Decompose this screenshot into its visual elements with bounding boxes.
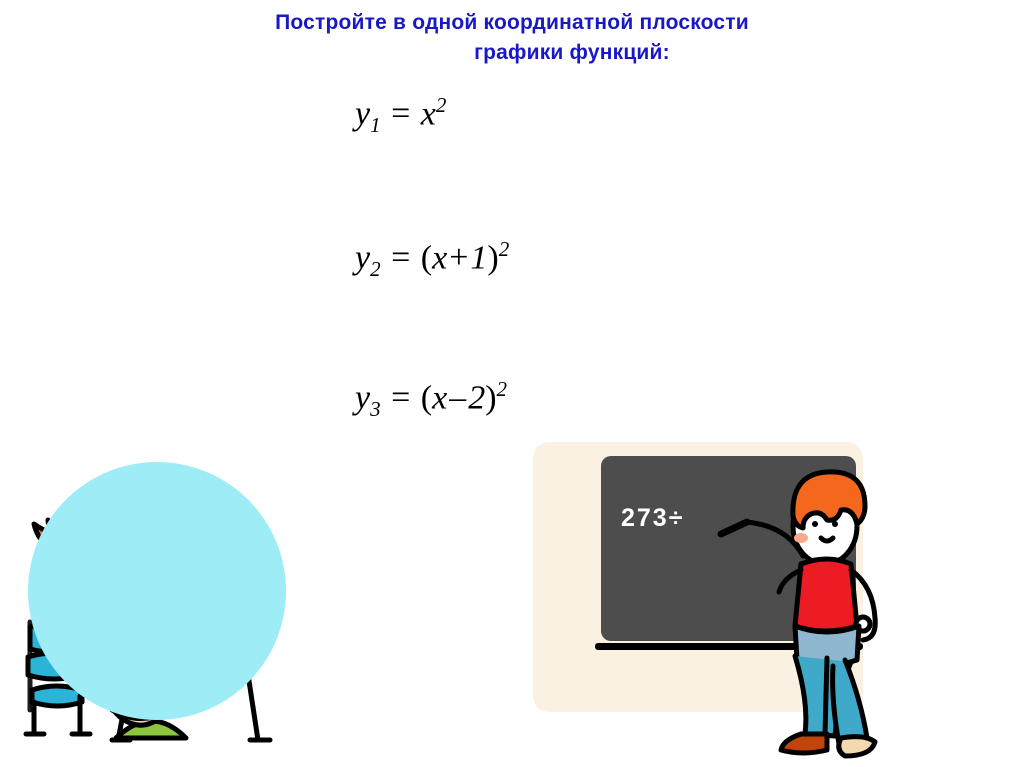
formula-y3-lhs: y — [355, 379, 371, 417]
formula-y2-equals: = — [391, 239, 411, 277]
formula-y2-number: 1 — [470, 239, 488, 277]
formula-y2-variable: x — [432, 239, 448, 277]
formula-y3-subscript: 3 — [370, 397, 381, 422]
formula-y3-number: 2 — [468, 379, 486, 417]
blackboard-text: 273÷ — [621, 504, 685, 532]
formula-y1-variable: x — [420, 95, 436, 133]
formula-y2-open-paren: ( — [420, 239, 433, 277]
formula-y3-open-paren: ( — [420, 379, 433, 417]
girl-studying-illustration — [8, 452, 298, 752]
formula-y3 — [355, 377, 507, 422]
title-line-2: графики функций: — [474, 41, 670, 64]
boy-figure-svg — [533, 442, 953, 767]
background-circle — [28, 462, 286, 720]
formula-y2-subscript: 2 — [370, 257, 381, 282]
formula-y3-variable: x — [432, 379, 448, 417]
title-line-1: Постройте в одной координатной плоскости — [275, 11, 749, 34]
formula-y2-lhs: y — [355, 239, 371, 277]
formula-y3-operator: – — [449, 379, 467, 417]
formula-y3-equals: = — [391, 379, 411, 417]
formula-y2-exponent: 2 — [498, 237, 510, 261]
formula-y2-operator: + — [449, 239, 469, 277]
formula-y2 — [355, 237, 509, 282]
formula-y1-exponent: 2 — [435, 93, 447, 117]
page-title — [0, 8, 1024, 68]
boy-at-blackboard-illustration — [533, 442, 953, 767]
formula-y3-exponent: 2 — [496, 377, 508, 401]
formula-y1 — [355, 93, 446, 138]
formula-y3-close-paren: ) — [485, 379, 497, 417]
formula-y1-lhs: y — [355, 95, 371, 133]
formula-y1-equals: = — [391, 95, 411, 133]
formula-y2-close-paren: ) — [487, 239, 499, 277]
formula-y1-subscript: 1 — [370, 113, 381, 138]
